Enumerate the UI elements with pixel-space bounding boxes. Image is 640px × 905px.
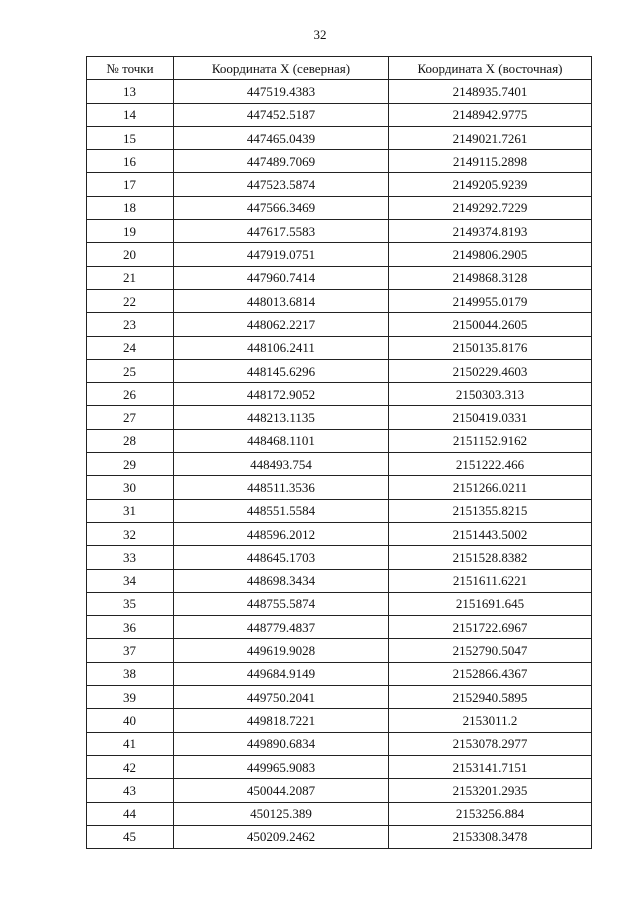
cell-coordinate-north: 449965.9083 xyxy=(174,755,389,778)
cell-point-number: 27 xyxy=(87,406,174,429)
cell-coordinate-east: 2153078.2977 xyxy=(389,732,592,755)
cell-coordinate-east: 2152866.4367 xyxy=(389,662,592,685)
cell-point-number: 22 xyxy=(87,289,174,312)
cell-point-number: 18 xyxy=(87,196,174,219)
table-row xyxy=(87,686,592,709)
cell-point-number: 33 xyxy=(87,546,174,569)
cell-coordinate-north: 447617.5583 xyxy=(174,220,389,243)
cell-coordinate-north: 447519.4383 xyxy=(174,80,389,103)
table-row xyxy=(87,150,592,173)
cell-point-number: 34 xyxy=(87,569,174,592)
cell-coordinate-north: 448468.1101 xyxy=(174,429,389,452)
table-row xyxy=(87,825,592,848)
table-row xyxy=(87,126,592,149)
cell-coordinate-north: 448779.4837 xyxy=(174,616,389,639)
cell-point-number: 30 xyxy=(87,476,174,499)
cell-coordinate-east: 2149955.0179 xyxy=(389,289,592,312)
cell-coordinate-north: 449619.9028 xyxy=(174,639,389,662)
table-row xyxy=(87,592,592,615)
cell-coordinate-north: 447566.3469 xyxy=(174,196,389,219)
table-row xyxy=(87,779,592,802)
cell-coordinate-east: 2151355.8215 xyxy=(389,499,592,522)
cell-point-number: 29 xyxy=(87,453,174,476)
cell-coordinate-east: 2149868.3128 xyxy=(389,266,592,289)
table-row xyxy=(87,220,592,243)
cell-coordinate-north: 448755.5874 xyxy=(174,592,389,615)
cell-coordinate-north: 448493.754 xyxy=(174,453,389,476)
cell-coordinate-north: 447960.7414 xyxy=(174,266,389,289)
cell-coordinate-east: 2152940.5895 xyxy=(389,686,592,709)
cell-coordinate-east: 2150229.4603 xyxy=(389,359,592,382)
table-row xyxy=(87,406,592,429)
cell-coordinate-north: 447452.5187 xyxy=(174,103,389,126)
table-row xyxy=(87,616,592,639)
table-row xyxy=(87,103,592,126)
coordinates-table xyxy=(86,56,592,849)
table-row xyxy=(87,755,592,778)
cell-point-number: 31 xyxy=(87,499,174,522)
cell-coordinate-north: 448145.6296 xyxy=(174,359,389,382)
table-row xyxy=(87,429,592,452)
table-row xyxy=(87,359,592,382)
cell-coordinate-east: 2151528.8382 xyxy=(389,546,592,569)
cell-coordinate-north: 448645.1703 xyxy=(174,546,389,569)
cell-point-number: 16 xyxy=(87,150,174,173)
cell-point-number: 20 xyxy=(87,243,174,266)
table-row xyxy=(87,476,592,499)
table-row xyxy=(87,522,592,545)
table-row xyxy=(87,639,592,662)
cell-coordinate-north: 448213.1135 xyxy=(174,406,389,429)
cell-coordinate-east: 2151443.5002 xyxy=(389,522,592,545)
cell-coordinate-east: 2151691.645 xyxy=(389,592,592,615)
cell-coordinate-east: 2151222.466 xyxy=(389,453,592,476)
cell-coordinate-north: 450209.2462 xyxy=(174,825,389,848)
table-header-row xyxy=(87,57,592,80)
cell-point-number: 15 xyxy=(87,126,174,149)
table-row xyxy=(87,173,592,196)
cell-point-number: 23 xyxy=(87,313,174,336)
cell-point-number: 39 xyxy=(87,686,174,709)
cell-coordinate-east: 2149806.2905 xyxy=(389,243,592,266)
cell-coordinate-north: 447523.5874 xyxy=(174,173,389,196)
cell-coordinate-east: 2149021.7261 xyxy=(389,126,592,149)
cell-coordinate-east: 2150135.8176 xyxy=(389,336,592,359)
cell-coordinate-north: 448062.2217 xyxy=(174,313,389,336)
table-row xyxy=(87,336,592,359)
cell-coordinate-north: 450044.2087 xyxy=(174,779,389,802)
cell-point-number: 24 xyxy=(87,336,174,359)
cell-coordinate-east: 2150044.2605 xyxy=(389,313,592,336)
cell-coordinate-east: 2149115.2898 xyxy=(389,150,592,173)
cell-point-number: 28 xyxy=(87,429,174,452)
cell-point-number: 38 xyxy=(87,662,174,685)
cell-point-number: 35 xyxy=(87,592,174,615)
cell-coordinate-north: 449818.7221 xyxy=(174,709,389,732)
cell-coordinate-east: 2151152.9162 xyxy=(389,429,592,452)
cell-coordinate-north: 448511.3536 xyxy=(174,476,389,499)
cell-coordinate-east: 2149205.9239 xyxy=(389,173,592,196)
cell-coordinate-east: 2153201.2935 xyxy=(389,779,592,802)
table-row xyxy=(87,732,592,755)
table-row xyxy=(87,453,592,476)
cell-point-number: 25 xyxy=(87,359,174,382)
cell-coordinate-east: 2152790.5047 xyxy=(389,639,592,662)
cell-point-number: 42 xyxy=(87,755,174,778)
cell-coordinate-north: 448596.2012 xyxy=(174,522,389,545)
cell-coordinate-east: 2153308.3478 xyxy=(389,825,592,848)
table-body xyxy=(87,80,592,849)
cell-coordinate-north: 447919.0751 xyxy=(174,243,389,266)
cell-coordinate-north: 449750.2041 xyxy=(174,686,389,709)
table-row xyxy=(87,546,592,569)
cell-point-number: 21 xyxy=(87,266,174,289)
cell-coordinate-east: 2150419.0331 xyxy=(389,406,592,429)
cell-point-number: 32 xyxy=(87,522,174,545)
cell-coordinate-east: 2149292.7229 xyxy=(389,196,592,219)
cell-point-number: 36 xyxy=(87,616,174,639)
cell-coordinate-north: 448698.3434 xyxy=(174,569,389,592)
table-row xyxy=(87,499,592,522)
cell-point-number: 40 xyxy=(87,709,174,732)
header-coordinate-east: Координата X (восточная) xyxy=(389,57,592,80)
cell-point-number: 44 xyxy=(87,802,174,825)
table-row xyxy=(87,313,592,336)
header-point-number: № точки xyxy=(87,57,174,80)
cell-point-number: 37 xyxy=(87,639,174,662)
cell-coordinate-north: 449684.9149 xyxy=(174,662,389,685)
table-row xyxy=(87,243,592,266)
cell-coordinate-north: 447465.0439 xyxy=(174,126,389,149)
cell-coordinate-north: 448551.5584 xyxy=(174,499,389,522)
cell-coordinate-east: 2153256.884 xyxy=(389,802,592,825)
cell-coordinate-east: 2153141.7151 xyxy=(389,755,592,778)
cell-point-number: 19 xyxy=(87,220,174,243)
table-row xyxy=(87,802,592,825)
cell-coordinate-east: 2151266.0211 xyxy=(389,476,592,499)
page-number: 32 xyxy=(313,27,327,42)
header-coordinate-north: Координата X (северная) xyxy=(174,57,389,80)
cell-point-number: 45 xyxy=(87,825,174,848)
cell-coordinate-east: 2148935.7401 xyxy=(389,80,592,103)
cell-coordinate-east: 2151611.6221 xyxy=(389,569,592,592)
cell-point-number: 14 xyxy=(87,103,174,126)
cell-coordinate-north: 448106.2411 xyxy=(174,336,389,359)
cell-point-number: 41 xyxy=(87,732,174,755)
table-row xyxy=(87,569,592,592)
cell-coordinate-north: 449890.6834 xyxy=(174,732,389,755)
cell-coordinate-east: 2153011.2 xyxy=(389,709,592,732)
cell-coordinate-east: 2149374.8193 xyxy=(389,220,592,243)
table-row xyxy=(87,289,592,312)
cell-coordinate-north: 448172.9052 xyxy=(174,383,389,406)
cell-coordinate-north: 448013.6814 xyxy=(174,289,389,312)
cell-point-number: 17 xyxy=(87,173,174,196)
cell-point-number: 13 xyxy=(87,80,174,103)
table-row xyxy=(87,383,592,406)
table-row xyxy=(87,196,592,219)
cell-coordinate-north: 447489.7069 xyxy=(174,150,389,173)
cell-coordinate-east: 2150303.313 xyxy=(389,383,592,406)
cell-point-number: 26 xyxy=(87,383,174,406)
table-row xyxy=(87,266,592,289)
table-row xyxy=(87,80,592,103)
cell-coordinate-east: 2151722.6967 xyxy=(389,616,592,639)
cell-coordinate-east: 2148942.9775 xyxy=(389,103,592,126)
table-row xyxy=(87,662,592,685)
cell-coordinate-north: 450125.389 xyxy=(174,802,389,825)
cell-point-number: 43 xyxy=(87,779,174,802)
table-row xyxy=(87,709,592,732)
